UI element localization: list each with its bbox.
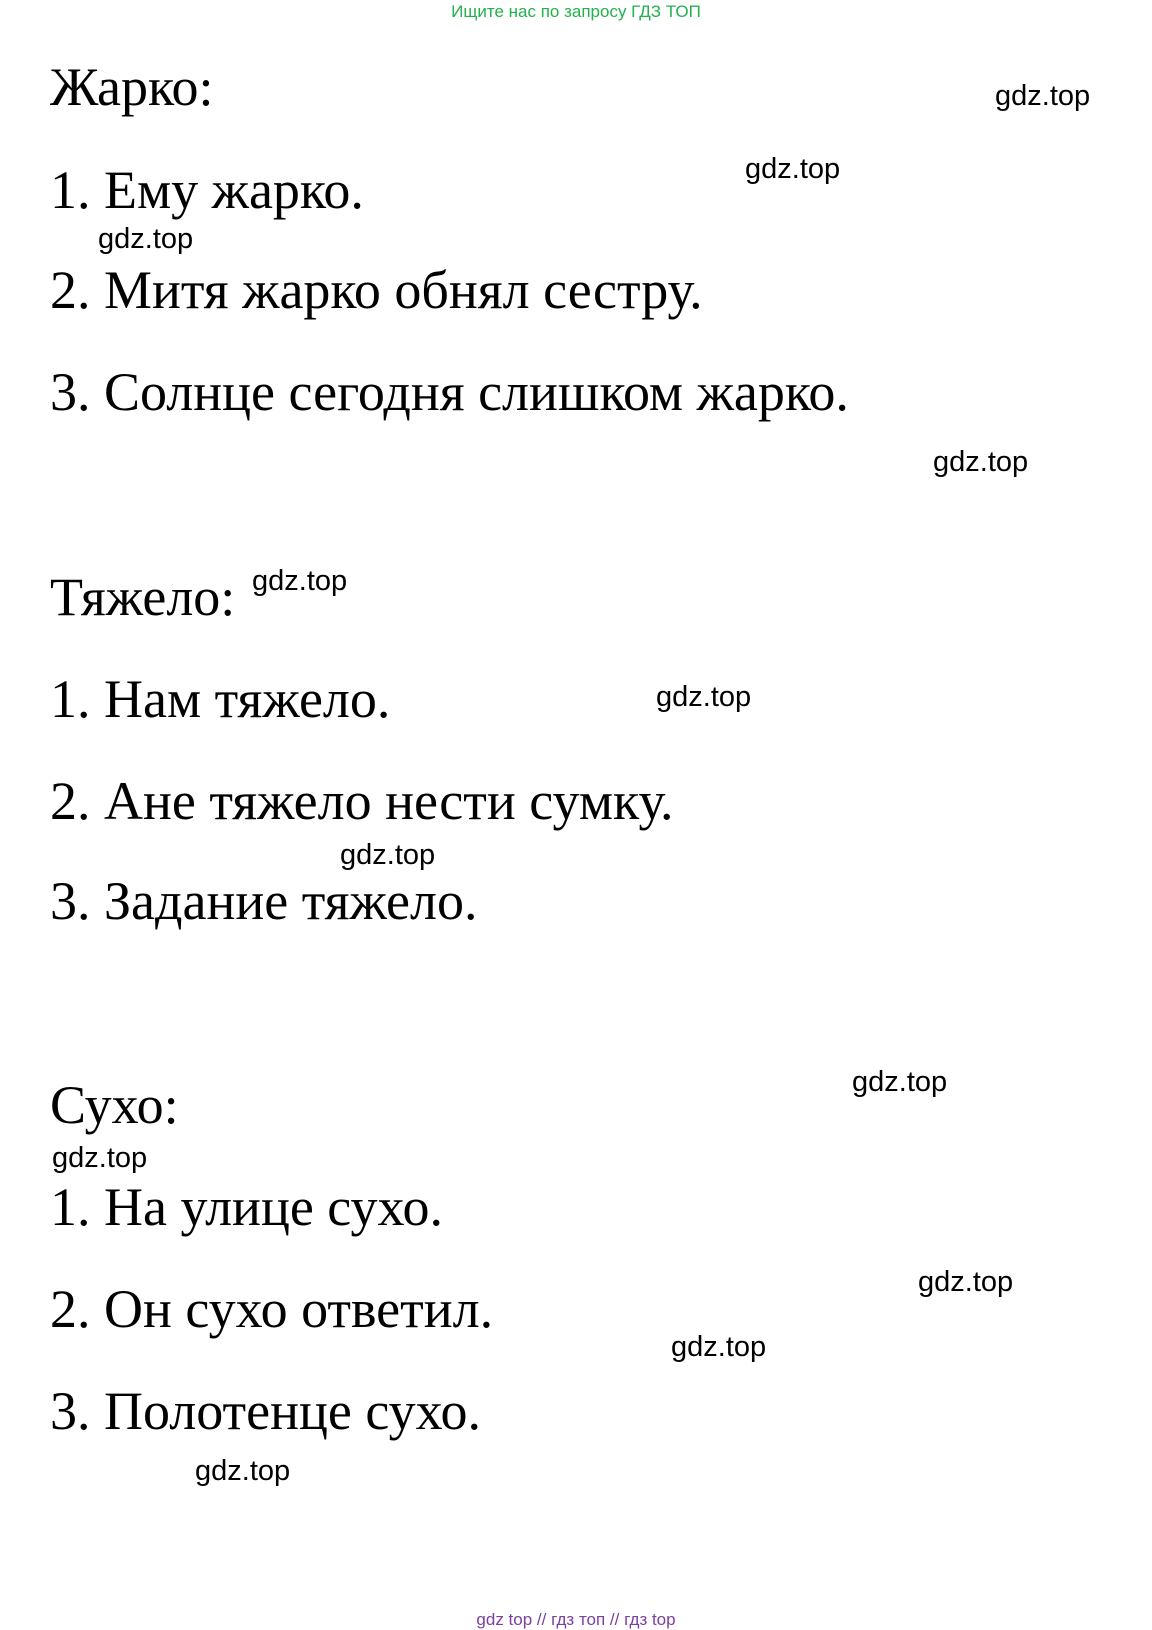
list-item: 1. Нам тяжело.: [50, 669, 391, 729]
section-heading-tyazhelo: Тяжело:: [50, 567, 236, 627]
footer: gdz top // гдз топ // гдз top: [476, 1610, 676, 1629]
list-item: 3. Солнце сегодня слишком жарко.: [50, 362, 849, 422]
top-banner: Ищите нас по запросу ГДЗ ТОП: [451, 2, 701, 21]
watermark: gdz.top: [195, 1455, 291, 1487]
watermark: gdz.top: [995, 80, 1091, 112]
watermark: gdz.top: [852, 1066, 948, 1098]
list-item: 1. Ему жарко.: [50, 160, 364, 220]
watermark: gdz.top: [340, 839, 436, 871]
list-item: 2. Митя жарко обнял сестру.: [50, 260, 703, 320]
watermark: gdz.top: [918, 1266, 1014, 1298]
section-heading-zharko: Жарко:: [50, 57, 214, 117]
section-heading-sukho: Сухо:: [50, 1075, 179, 1135]
watermark: gdz.top: [98, 223, 194, 255]
list-item: 3. Полотенце сухо.: [50, 1381, 482, 1441]
list-item: 3. Задание тяжело.: [50, 871, 478, 931]
watermark: gdz.top: [745, 153, 841, 185]
list-item: 2. Ане тяжело нести сумку.: [50, 771, 674, 831]
watermark: gdz.top: [252, 565, 348, 597]
watermark: gdz.top: [933, 446, 1029, 478]
list-item: 2. Он сухо ответил.: [50, 1279, 494, 1339]
list-item: 1. На улице сухо.: [50, 1177, 444, 1237]
watermark: gdz.top: [52, 1142, 148, 1174]
watermark: gdz.top: [656, 681, 752, 713]
watermark: gdz.top: [671, 1331, 767, 1363]
